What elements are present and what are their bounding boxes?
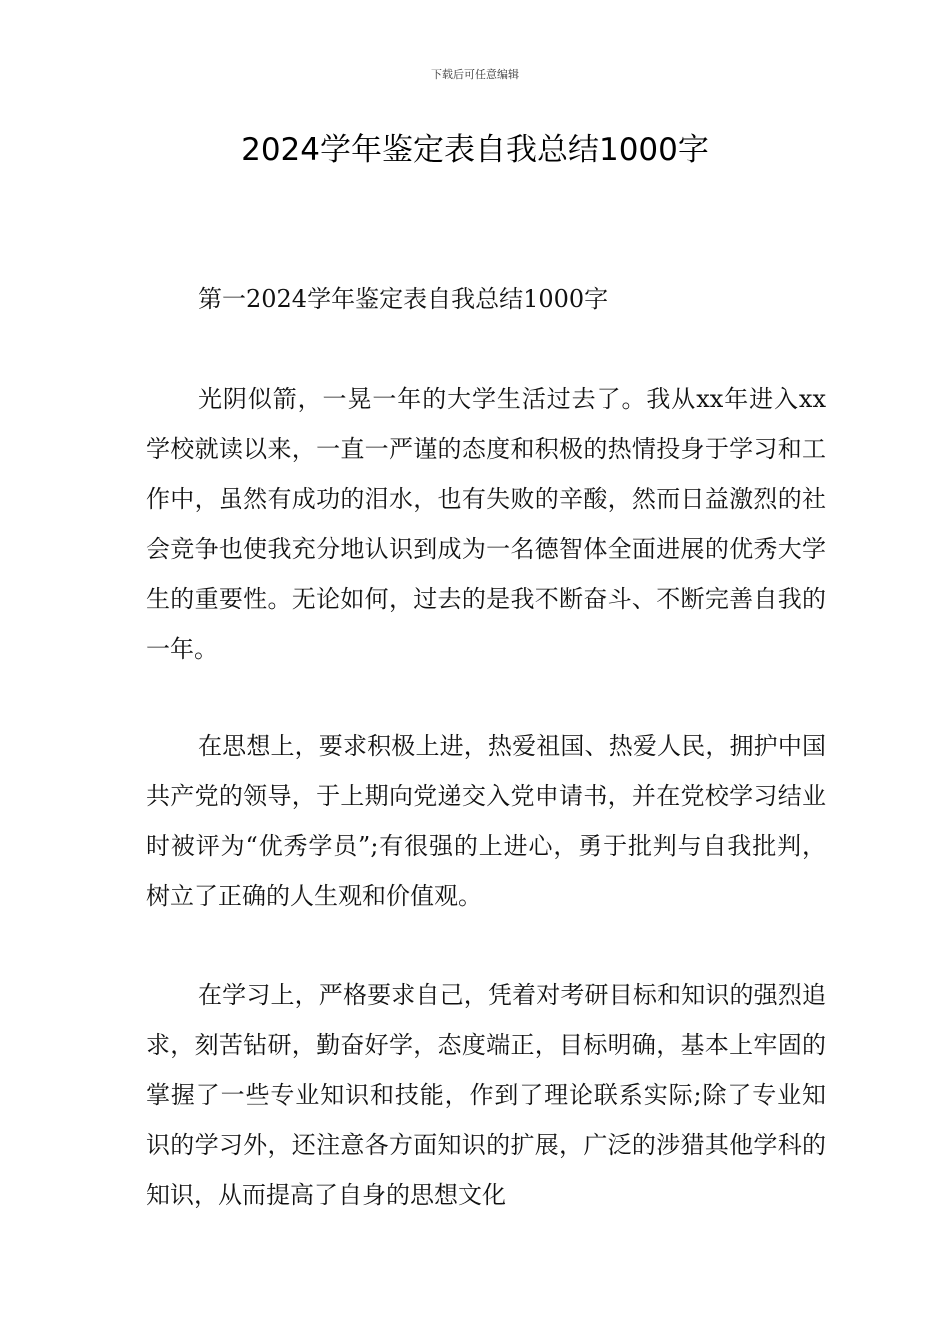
header-note: 下载后可任意编辑 [431, 68, 519, 81]
paragraph-block [146, 721, 826, 921]
paragraph-ideology: 在思想上，要求积极上进，热爱祖国、热爱人民，拥护中国共产党的领导，于上期向党递交入党申请书，并在党校学习结业时被评为“优秀学员”;有很强的上进心，勇于批判与自我批判，树立了正确的人生观和价值观。 [146, 732, 826, 910]
document-title: 2024学年鉴定表自我总结1000字 [241, 132, 709, 168]
section-subheading: 第一2024学年鉴定表自我总结1000字 [198, 285, 609, 313]
paragraph-study: 在学习上，严格要求自己，凭着对考研目标和知识的强烈追求，刻苦钻研，勤奋好学，态度端正，目标明确，基本上牢固的掌握了一些专业知识和技能，作到了理论联系实际;除了专业知识的学习外，还注意各方面知识的扩展，广泛的涉猎其他学科的知识，从而提高了自身的思想文化 [146, 981, 826, 1209]
paragraph-block [146, 970, 826, 1220]
paragraph-block [146, 374, 826, 674]
paragraph-intro: 光阴似箭，一晃一年的大学生活过去了。我从xx年进入xx学校就读以来，一直一严谨的态度和积极的热情投身于学习和工作中，虽然有成功的泪水，也有失败的辛酸，然而日益激烈的社会竞争也使我充分地认识到成为一名德智体全面进展的优秀大学生的重要性。无论如何，过去的是我不断奋斗、不断完善自我的一年。 [146, 385, 826, 663]
